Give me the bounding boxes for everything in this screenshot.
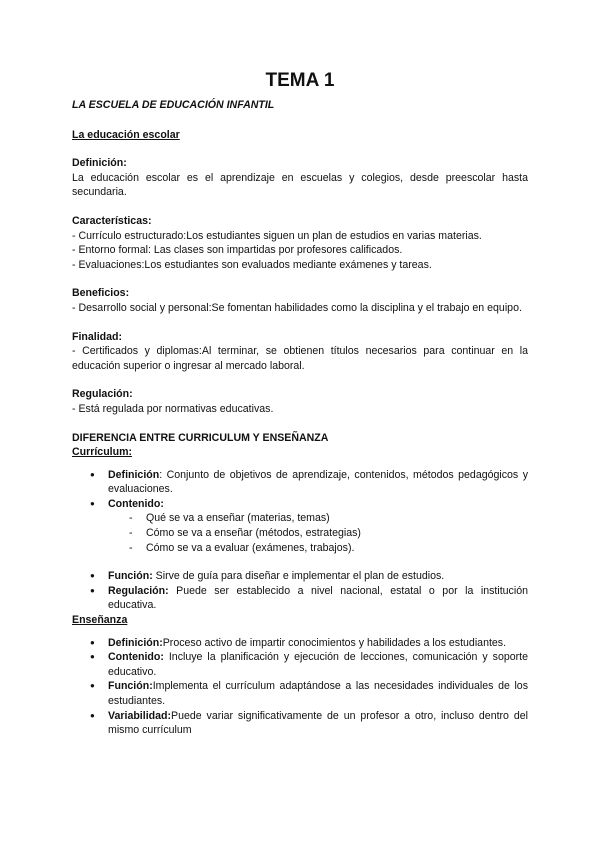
curriculum-list — [72, 468, 528, 512]
curriculum-funcion-text: Sirve de guía para diseñar e implementar el plan de estudios. — [152, 570, 445, 583]
curriculum-funcion-label: Función: — [108, 570, 153, 583]
ensenanza-variabilidad-label: Variabilidad: — [108, 709, 171, 722]
list-item — [108, 679, 528, 708]
regulacion-label: Regulación: — [72, 388, 133, 401]
list-item — [108, 584, 528, 613]
list-item — [108, 497, 528, 512]
caracteristica-item: - Currículo estructurado:Los estudiantes siguen un plan de estudios en varias materias. — [72, 229, 482, 242]
curriculum-definicion-label: Definición — [108, 468, 160, 481]
curriculum-list-2 — [72, 569, 528, 613]
caracteristicas-label: Características: — [72, 214, 152, 227]
beneficios-label: Beneficios: — [72, 287, 130, 300]
caracteristica-item: - Entorno formal: Las clases son impartidas por profesores calificados. — [72, 244, 403, 257]
ensenanza-variabilidad-text: Puede variar significativamente de un profesor a otro, incluso dentro del mismo currículum — [108, 709, 528, 737]
curriculum-contenido-label: Contenido: — [108, 497, 164, 510]
ensenanza-definicion-text: Proceso activo de impartir conocimientos y habilidades a los estudiantes. — [162, 636, 507, 649]
regulacion-text: - Está regulada por normativas educativas. — [72, 402, 274, 415]
list-item — [108, 636, 528, 651]
ensenanza-definicion-label: Definición: — [108, 636, 163, 649]
list-item — [108, 650, 528, 679]
list-item: - Cómo se va a enseñar (métodos, estrategias) — [146, 526, 528, 541]
curriculum-regulacion-text: Puede ser establecido a nivel nacional, estatal o por la institución educativa. — [108, 584, 528, 612]
curriculum-heading: Currículum: — [72, 446, 133, 459]
ensenanza-heading: Enseñanza — [72, 614, 128, 627]
definicion-text: La educación escolar es el aprendizaje en escuelas y colegios, desde preescolar hasta secundaria. — [72, 171, 528, 199]
definicion-label: Definición: — [72, 157, 127, 170]
list-item: - Cómo se va a evaluar (exámenes, trabajos). — [146, 541, 528, 556]
curriculum-regulacion-label: Regulación: — [108, 584, 169, 597]
document-page — [72, 70, 528, 738]
curriculum-contenido-sublist — [72, 511, 528, 555]
caracteristica-item: - Evaluaciones:Los estudiantes son evaluados mediante exámenes y tareas. — [72, 258, 432, 271]
ensenanza-contenido-text: Incluye la planificación y ejecución de lecciones, comunicación y soporte educativo. — [108, 651, 528, 678]
beneficios-text: - Desarrollo social y personal:Se fomentan habilidades como la disciplina y el trabajo en equipo. — [72, 301, 522, 314]
ensenanza-contenido-label: Contenido: — [108, 651, 164, 664]
section-heading-educacion-escolar: La educación escolar — [72, 128, 180, 141]
curriculum-definicion-text: : Conjunto de objetivos de aprendizaje, contenidos, métodos pedagógicos y evaluaciones. — [108, 468, 528, 496]
list-item — [108, 468, 528, 497]
section-heading-diferencia: DIFERENCIA ENTRE CURRICULUM Y ENSEÑANZA — [72, 431, 329, 444]
finalidad-label: Finalidad: — [72, 330, 123, 343]
list-item — [108, 709, 528, 738]
ensenanza-funcion-text: Implementa el currículum adaptándose a las necesidades individuales de los estudiantes. — [108, 680, 528, 707]
finalidad-text: - Certificados y diplomas:Al terminar, se obtienen títulos necesarios para continuar en la educación superior o ingresar al mercado laboral. — [72, 345, 528, 372]
document-subtitle: LA ESCUELA DE EDUCACIÓN INFANTIL — [72, 99, 275, 111]
page-title: TEMA 1 — [265, 70, 335, 91]
ensenanza-list — [72, 636, 528, 738]
ensenanza-funcion-label: Función: — [108, 680, 153, 693]
list-item: - Qué se va a enseñar (materias, temas) — [146, 511, 528, 526]
list-item — [108, 569, 528, 584]
